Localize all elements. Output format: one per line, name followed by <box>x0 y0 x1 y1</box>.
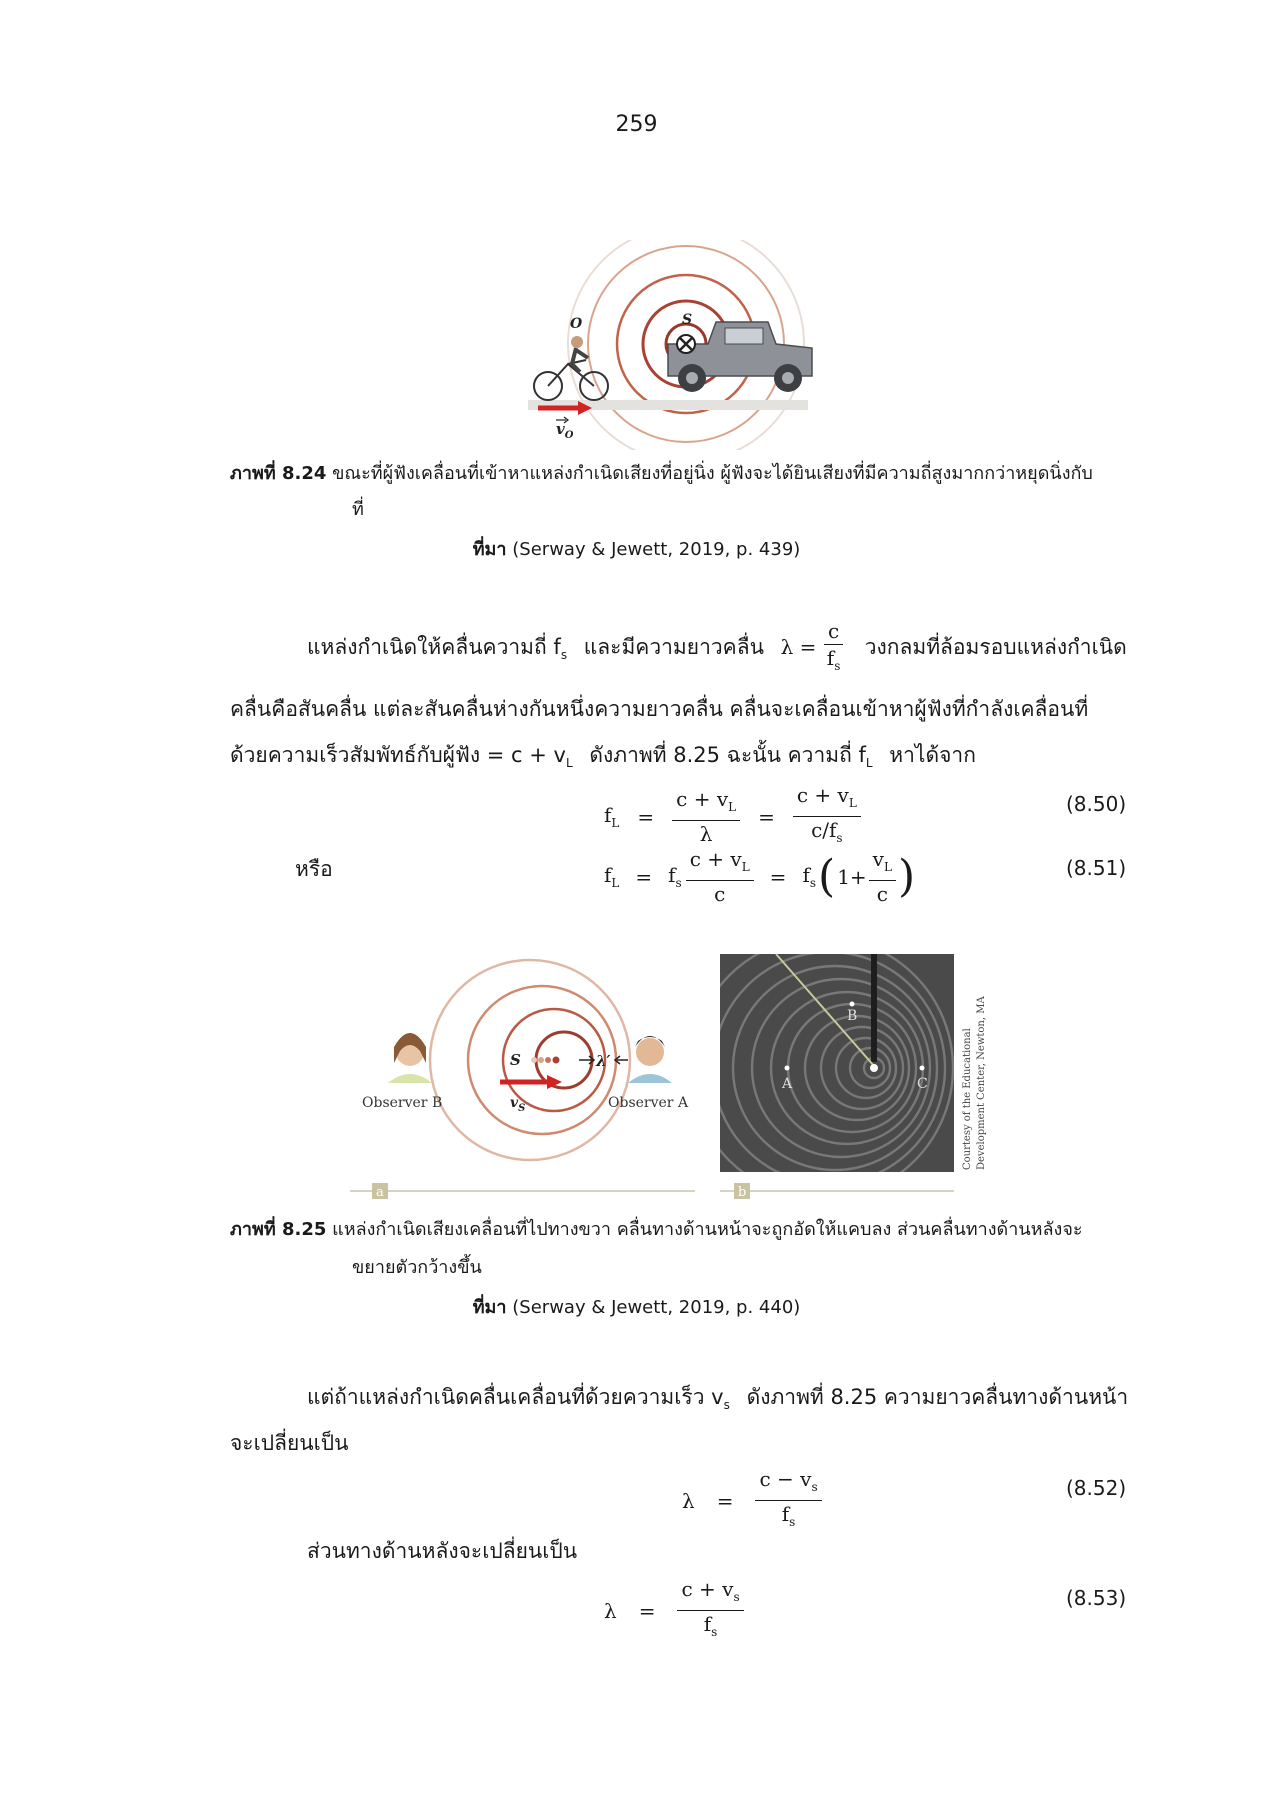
label-s: S <box>510 1051 521 1069</box>
photo-credit-line-2: Development Center, Newton, MA <box>976 996 987 1170</box>
observer-a-label: Observer A <box>608 1095 689 1111</box>
pickup-truck <box>668 322 812 392</box>
observer-b-label: Observer B <box>362 1095 443 1111</box>
figure-8-24-source <box>0 534 1273 563</box>
source-label: ที่มา <box>472 539 507 560</box>
figure-8-25-caption <box>230 1214 1160 1246</box>
figure-8-24-caption-continued: ที่ <box>352 499 364 520</box>
source-label: ที่มา <box>472 1297 507 1318</box>
paragraph-2-line-2: จะเปลี่ยนเป็น <box>230 1431 349 1455</box>
observer-b-figure <box>388 1033 432 1083</box>
caption-label: ภาพที่ 8.24 <box>230 463 327 484</box>
label-vs: $v_S$ <box>510 1095 526 1114</box>
photo-label-c: C <box>917 1076 928 1092</box>
panel-label-b: b <box>738 1185 747 1200</box>
figure-8-25-caption-continued: ขยายตัวกว้างขึ้น <box>352 1257 482 1278</box>
figure-8-25a <box>350 955 695 1205</box>
equation-number-8-51: (8.51) <box>1066 856 1127 880</box>
figure-8-24-caption <box>230 458 1130 490</box>
figure-8-25-source <box>0 1292 1273 1321</box>
lambda-formula: λ = $\frac{c}{f_s}$ <box>781 635 851 659</box>
source-text: (Serway & Jewett, 2019, p. 440) <box>512 1297 801 1318</box>
paragraph-1-line-2: คลื่นคือสันคลื่น แต่ละสันคลื่นห่างกันหนึ่งความยาวคลื่น คลื่นจะเคลื่อนเข้าหาผู้ฟังที่กำลังเคลื่อนที่ <box>230 697 1089 721</box>
label-vo: $v_O$ <box>556 420 574 441</box>
photo-credit-line-1: Courtesy of the Educational <box>962 1028 973 1170</box>
source-text: (Serway & Jewett, 2019, p. 439) <box>512 539 801 560</box>
figure-8-25b <box>704 950 1004 1200</box>
caption-text: ขณะที่ผู้ฟังเคลื่อนที่เข้าหาแหล่งกำเนิดเสียงที่อยู่นิ่ง ผู้ฟังจะได้ยินเสียงที่มีความถี่สูงมากกว่าหยุดนิ่งกับ <box>332 463 1093 484</box>
photo-label-a: A <box>782 1076 793 1092</box>
paragraph-2-line-1: แต่ถ้าแหล่งกำเนิดคลื่นเคลื่อนที่ด้วยความเร็ว $v_s$ ดังภาพที่ 8.25 ความยาวคลื่นทางด้านหน้า <box>307 1385 1129 1413</box>
label-lambda-prime: λ′ <box>596 1052 611 1070</box>
label-o: O <box>570 316 583 332</box>
page-number: 259 <box>615 112 658 137</box>
label-s: S <box>682 312 693 328</box>
equation-number-8-52: (8.52) <box>1066 1476 1127 1500</box>
photo-label-b: B <box>847 1008 858 1024</box>
equation-8-52: λ = $\frac{c - v_s}{f_s}$ <box>682 1468 822 1533</box>
equation-8-51: $f_L$ = $f_s$ $\frac{c + v_L}{c}$ = $f_s$ ( 1+ $\frac{v_L}{c}$ ) <box>604 847 916 906</box>
caption-text: แหล่งกำเนิดเสียงเคลื่อนที่ไปทางขวา คลื่นทางด้านหน้าจะถูกอัดให้แคบลง ส่วนคลื่นทางด้านหลังจะ <box>332 1219 1083 1240</box>
equation-8-51-word: หรือ <box>295 857 333 881</box>
caption-label: ภาพที่ 8.25 <box>230 1219 327 1240</box>
figure-8-24 <box>520 240 820 450</box>
paragraph-1-line-3: ด้วยความเร็วสัมพัทธ์กับผู้ฟัง = $c + v_L$ ดังภาพที่ 8.25 ฉะนั้น ความถี่ $f_L$ หาได้จาก <box>230 743 976 771</box>
equation-number-8-53: (8.53) <box>1066 1586 1127 1610</box>
observer-a-figure <box>628 1036 672 1083</box>
paragraph-1-line-1: แหล่งกำเนิดให้คลื่นความถี่ $f_s$ และมีความยาวคลื่น λ = $\frac{c}{f_s}$ วงกลมที่ล้อมรอบแหล่งกำเนิด <box>307 619 1127 673</box>
panel-label-a: a <box>376 1185 384 1200</box>
equation-8-50: $f_L$ = $\frac{c + v_L}{\lambda}$ = $\frac{c + v_L}{c/f_s}$ <box>604 784 861 849</box>
equation-8-53: λ = $\frac{c + v_s}{f_s}$ <box>604 1578 744 1643</box>
paragraph-3: ส่วนทางด้านหลังจะเปลี่ยนเป็น <box>307 1539 578 1563</box>
equation-number-8-50: (8.50) <box>1066 792 1127 816</box>
